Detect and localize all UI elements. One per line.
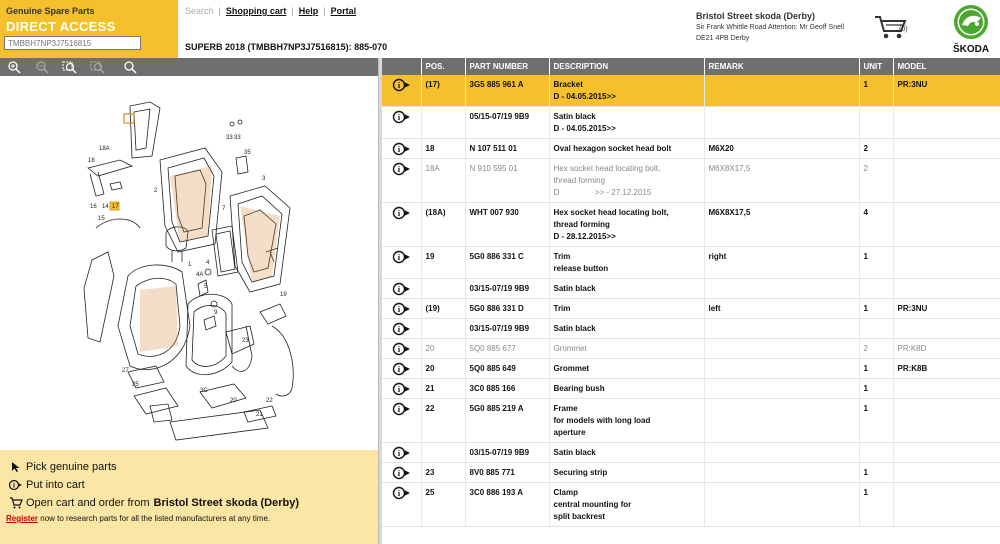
row-model	[893, 107, 1000, 139]
register-note: Register now to research parts for all the listed manufacturers at any time.	[6, 514, 271, 523]
row-info-cell[interactable]	[382, 299, 421, 319]
svg-text:18: 18	[88, 158, 95, 164]
info-cart-icon	[9, 479, 23, 491]
search-button[interactable]	[121, 59, 139, 75]
row-model	[893, 463, 1000, 483]
col-action	[382, 58, 421, 75]
col-description[interactable]: DESCRIPTION	[549, 58, 704, 75]
row-description	[549, 279, 704, 299]
nav-shopping-cart[interactable]: Shopping cart	[225, 6, 287, 16]
table-header-row	[382, 58, 1000, 75]
table-row[interactable]	[382, 379, 1000, 399]
info-add-to-cart-icon[interactable]	[392, 342, 412, 356]
row-description-line: for models with long load	[553, 416, 651, 425]
row-unit: 1	[859, 399, 893, 443]
legend-panel	[0, 450, 378, 544]
row-remark	[704, 359, 859, 379]
row-info-cell[interactable]	[382, 379, 421, 399]
row-part-number: 3G5 885 961 A	[465, 75, 549, 107]
cart-icon	[9, 497, 23, 509]
row-model	[893, 247, 1000, 279]
row-unit: 2	[859, 159, 893, 203]
row-unit: 2	[859, 139, 893, 159]
row-part-number: 05/15-07/19 9B9	[465, 107, 549, 139]
svg-text:i: i	[397, 325, 401, 334]
row-info-cell[interactable]	[382, 399, 421, 443]
row-description-line: Clamp	[553, 488, 578, 497]
row-model	[893, 379, 1000, 399]
svg-text:9: 9	[214, 310, 218, 316]
row-description-line: thread forming	[553, 176, 606, 185]
row-model: PR:3NU	[893, 299, 1000, 319]
row-description-line: split backrest	[553, 512, 606, 521]
info-add-to-cart-icon[interactable]	[392, 282, 412, 296]
zoom-in-button[interactable]	[5, 59, 23, 75]
search-icon	[123, 60, 137, 74]
row-description	[549, 463, 704, 483]
row-remark	[704, 107, 859, 139]
svg-text:i: i	[397, 405, 401, 414]
table-row[interactable]	[382, 139, 1000, 159]
brand-box	[0, 0, 178, 58]
seat-exploded-drawing	[0, 76, 378, 450]
row-description	[549, 399, 704, 443]
register-link[interactable]: Register	[6, 514, 39, 523]
row-description-line: thread forming	[553, 220, 610, 229]
row-remark	[704, 463, 859, 483]
row-info-cell[interactable]	[382, 279, 421, 299]
svg-text:i: i	[397, 449, 401, 458]
table-row[interactable]	[382, 483, 1000, 527]
info-add-to-cart-icon[interactable]	[392, 382, 412, 396]
row-unit: 1	[859, 483, 893, 527]
zoom-out-button[interactable]	[33, 59, 51, 75]
row-part-number: N 107 511 01	[465, 139, 549, 159]
row-model	[893, 203, 1000, 247]
row-part-number: 03/15-07/19 9B9	[465, 279, 549, 299]
row-description	[549, 359, 704, 379]
row-remark	[704, 319, 859, 339]
row-part-number: 5G0 886 331 D	[465, 299, 549, 319]
row-part-number: 5G0 885 219 A	[465, 399, 549, 443]
info-add-to-cart-icon[interactable]	[392, 206, 412, 220]
info-add-to-cart-icon[interactable]	[392, 162, 412, 176]
table-row[interactable]	[382, 107, 1000, 139]
parts-table	[382, 58, 1000, 527]
row-description	[549, 107, 704, 139]
row-part-number: N 910 595 01	[465, 159, 549, 203]
nav-portal[interactable]: Portal	[330, 6, 357, 16]
row-description	[549, 247, 704, 279]
row-pos: 21	[421, 379, 465, 399]
row-model: PR:K8D	[893, 339, 1000, 359]
row-remark: M6X20	[704, 139, 859, 159]
table-row[interactable]	[382, 319, 1000, 339]
row-remark	[704, 399, 859, 443]
row-unit: 1	[859, 299, 893, 319]
info-add-to-cart-icon[interactable]	[392, 362, 412, 376]
table-row[interactable]	[382, 339, 1000, 359]
svg-text:5: 5	[204, 284, 208, 290]
skoda-logo	[947, 2, 995, 56]
col-remark[interactable]: REMARK	[704, 58, 859, 75]
row-pos: (19)	[421, 299, 465, 319]
illustration-toolbar	[0, 58, 378, 76]
svg-text:33: 33	[234, 135, 241, 141]
table-row[interactable]	[382, 299, 1000, 319]
svg-text:25: 25	[132, 382, 139, 388]
row-info-cell[interactable]	[382, 483, 421, 527]
row-part-number: 5Q0 885 649	[465, 359, 549, 379]
row-description-line: D >> - 27.12.2015	[553, 188, 652, 197]
row-description	[549, 139, 704, 159]
zoom-out-icon	[35, 60, 49, 74]
svg-text:18A: 18A	[99, 146, 110, 152]
row-remark	[704, 379, 859, 399]
svg-text:3: 3	[262, 176, 266, 182]
row-remark: right	[704, 247, 859, 279]
brand-subtitle: Genuine Spare Parts	[6, 6, 95, 16]
row-info-cell[interactable]	[382, 359, 421, 379]
cart-count: (0)	[899, 26, 908, 33]
row-model	[893, 483, 1000, 527]
table-row[interactable]	[382, 247, 1000, 279]
svg-text:7: 7	[222, 206, 226, 212]
row-part-number: 5G0 886 331 C	[465, 247, 549, 279]
info-add-to-cart-icon[interactable]	[392, 466, 412, 480]
svg-text:27: 27	[122, 368, 129, 374]
nav-help[interactable]: Help	[298, 6, 319, 16]
nav-search[interactable]: Search	[185, 6, 214, 16]
svg-text:4: 4	[206, 260, 210, 266]
zoom-area-button[interactable]	[89, 59, 107, 75]
row-unit: 1	[859, 463, 893, 483]
svg-text:i: i	[397, 113, 401, 122]
row-part-number: 03/15-07/19 9B9	[465, 319, 549, 339]
row-pos: 18A	[421, 159, 465, 203]
legend-pick: Pick genuine parts	[6, 458, 372, 476]
row-part-number: 3C0 885 166	[465, 379, 549, 399]
row-part-number: 03/15-07/19 9B9	[465, 443, 549, 463]
row-unit: 1	[859, 359, 893, 379]
svg-text:16: 16	[90, 204, 97, 210]
row-description-line: D - 28.12.2015>>	[553, 232, 616, 241]
row-pos: 18	[421, 139, 465, 159]
row-pos	[421, 443, 465, 463]
row-description-line: D - 04.05.2015>>	[553, 92, 616, 101]
svg-text:i: i	[397, 345, 401, 354]
col-pos[interactable]: POS.	[421, 58, 465, 75]
table-row[interactable]	[382, 443, 1000, 463]
top-nav: Search | Shopping cart | Help | Portal	[185, 6, 357, 16]
row-info-cell[interactable]	[382, 203, 421, 247]
svg-text:4A: 4A	[196, 272, 204, 278]
table-row[interactable]	[382, 279, 1000, 299]
table-row[interactable]	[382, 203, 1000, 247]
row-description-line: Satin black	[553, 112, 596, 121]
row-unit	[859, 443, 893, 463]
svg-text:i: i	[397, 81, 401, 90]
svg-text:15: 15	[98, 216, 105, 222]
row-description-line: central mounting for	[553, 500, 632, 509]
row-description	[549, 159, 704, 203]
row-pos: 22	[421, 399, 465, 443]
svg-text:i: i	[397, 489, 401, 498]
col-part-number[interactable]: PART NUMBER	[465, 58, 549, 75]
table-row[interactable]	[382, 75, 1000, 107]
svg-text:i: i	[397, 285, 401, 294]
parts-list	[382, 58, 1000, 544]
svg-text:19: 19	[280, 292, 287, 298]
row-model	[893, 279, 1000, 299]
svg-text:21: 21	[256, 412, 263, 418]
row-description-line: D - 04.05.2015>>	[553, 124, 616, 133]
row-pos: 20	[421, 339, 465, 359]
info-add-to-cart-icon[interactable]	[392, 142, 412, 156]
svg-text:i: i	[397, 365, 401, 374]
info-add-to-cart-icon[interactable]	[392, 110, 412, 124]
row-description-line: release button	[553, 264, 609, 273]
zoom-fit-button[interactable]	[61, 59, 79, 75]
row-description-line: Satin black	[553, 448, 596, 457]
row-model	[893, 319, 1000, 339]
row-description	[549, 203, 704, 247]
zoom-fit-icon	[62, 60, 78, 74]
row-info-cell[interactable]	[382, 443, 421, 463]
svg-text:3C: 3C	[200, 388, 208, 394]
row-description-line: Bearing bush	[553, 384, 605, 393]
row-info-cell[interactable]	[382, 139, 421, 159]
svg-text:i: i	[397, 165, 401, 174]
row-pos	[421, 107, 465, 139]
col-model[interactable]: MODEL	[893, 58, 1000, 75]
row-description	[549, 75, 704, 107]
row-pos	[421, 279, 465, 299]
dealer-address-line-1: Sir Frank Whittle Road Attention: Mr Geoff Snell	[696, 24, 845, 31]
row-info-cell[interactable]	[382, 339, 421, 359]
row-unit	[859, 319, 893, 339]
row-info-cell[interactable]	[382, 107, 421, 139]
row-description	[549, 443, 704, 463]
row-part-number: WHT 007 930	[465, 203, 549, 247]
row-unit: 2	[859, 339, 893, 359]
vin-search-input[interactable]	[4, 36, 141, 50]
row-pos: 20	[421, 359, 465, 379]
illustration-panel	[0, 58, 378, 544]
row-unit	[859, 279, 893, 299]
info-add-to-cart-icon[interactable]	[392, 486, 412, 500]
svg-text:i: i	[397, 253, 401, 262]
svg-text:22: 22	[266, 398, 273, 404]
row-model: PR:3NU	[893, 75, 1000, 107]
row-remark	[704, 443, 859, 463]
row-unit: 1	[859, 75, 893, 107]
row-model	[893, 443, 1000, 463]
row-remark	[704, 279, 859, 299]
svg-text:2: 2	[154, 188, 158, 194]
table-row[interactable]	[382, 463, 1000, 483]
row-description-line: Grommet	[553, 344, 587, 353]
svg-text:i: i	[397, 145, 401, 154]
row-remark: M6X8X17,5	[704, 203, 859, 247]
row-info-cell[interactable]	[382, 247, 421, 279]
row-unit	[859, 107, 893, 139]
zoom-area-icon	[90, 60, 106, 74]
info-add-to-cart-icon[interactable]	[392, 250, 412, 264]
zoom-in-icon	[7, 60, 21, 74]
dealer-name: Bristol Street skoda (Derby)	[696, 11, 816, 21]
info-add-to-cart-icon[interactable]	[392, 402, 412, 416]
row-remark: M6X8X17,5	[704, 159, 859, 203]
row-remark: left	[704, 299, 859, 319]
row-part-number: 3C0 886 193 A	[465, 483, 549, 527]
row-part-number: 5Q0 885 677	[465, 339, 549, 359]
row-model	[893, 399, 1000, 443]
cursor-icon	[11, 461, 21, 473]
legend-dealer-name: Bristol Street skoda (Derby)	[153, 497, 299, 509]
row-remark	[704, 483, 859, 527]
info-add-to-cart-icon[interactable]	[392, 322, 412, 336]
svg-text:i: i	[397, 305, 401, 314]
row-model	[893, 139, 1000, 159]
table-row[interactable]	[382, 399, 1000, 443]
row-description	[549, 483, 704, 527]
row-info-cell[interactable]	[382, 463, 421, 483]
svg-text:20: 20	[230, 398, 237, 404]
row-description-line: Oval hexagon socket head bolt	[553, 144, 672, 153]
dealer-info	[696, 11, 866, 43]
row-description-line: aperture	[553, 428, 586, 437]
svg-text:i: i	[397, 385, 401, 394]
legend-put: i Put into cart	[6, 476, 372, 494]
info-add-to-cart-icon[interactable]	[392, 302, 412, 316]
svg-text:23: 23	[242, 338, 249, 344]
row-info-cell[interactable]	[382, 75, 421, 107]
brand-title: DIRECT ACCESS	[6, 19, 116, 34]
svg-text:14: 14	[102, 204, 109, 210]
model-title: SUPERB 2018 (TMBBH7NP3J7516815): 885-070	[185, 42, 388, 52]
row-pos: (18A)	[421, 203, 465, 247]
row-pos: 23	[421, 463, 465, 483]
row-unit: 4	[859, 203, 893, 247]
info-add-to-cart-icon[interactable]	[392, 446, 412, 460]
row-description-line: Hex socket head locating bolt,	[553, 164, 661, 173]
row-description	[549, 339, 704, 359]
row-description	[549, 319, 704, 339]
row-model	[893, 159, 1000, 203]
row-remark	[704, 75, 859, 107]
svg-text:35: 35	[244, 150, 251, 156]
row-remark	[704, 339, 859, 359]
header	[0, 0, 1000, 58]
row-description-line: Satin black	[553, 284, 596, 293]
svg-text:1: 1	[188, 262, 192, 268]
row-unit: 1	[859, 247, 893, 279]
row-pos: 19	[421, 247, 465, 279]
dealer-address-line-2: DE21 4PB Derby	[696, 35, 750, 42]
row-info-cell[interactable]	[382, 319, 421, 339]
svg-text:17: 17	[112, 204, 119, 210]
row-description-line: Trim	[553, 304, 571, 313]
row-description-line: Frame	[553, 404, 578, 413]
col-unit[interactable]: UNIT	[859, 58, 893, 75]
row-pos: 25	[421, 483, 465, 527]
info-add-to-cart-icon[interactable]	[392, 78, 412, 92]
row-description-line: Bracket	[553, 80, 583, 89]
table-row[interactable]	[382, 159, 1000, 203]
row-description-line: Securing strip	[553, 468, 608, 477]
row-description-line: Hex socket head locating bolt,	[553, 208, 669, 217]
row-model: PR:K8B	[893, 359, 1000, 379]
svg-text:i: i	[397, 209, 401, 218]
svg-text:ŠKODA: ŠKODA	[952, 44, 990, 55]
row-part-number: 8V0 885 771	[465, 463, 549, 483]
row-info-cell[interactable]	[382, 159, 421, 203]
row-pos	[421, 319, 465, 339]
row-description-line: Trim	[553, 252, 571, 261]
row-description	[549, 379, 704, 399]
svg-text:i: i	[13, 481, 15, 490]
row-description	[549, 299, 704, 319]
row-unit: 1	[859, 379, 893, 399]
row-description-line: Grommet	[553, 364, 590, 373]
row-pos: (17)	[421, 75, 465, 107]
table-row[interactable]	[382, 359, 1000, 379]
legend-open-cart: Open cart and order from Bristol Street skoda (Derby)	[6, 494, 372, 512]
svg-text:33: 33	[226, 135, 233, 141]
exploded-parts-diagram[interactable]	[0, 76, 378, 450]
svg-text:i: i	[397, 469, 401, 478]
row-description-line: Satin black	[553, 324, 596, 333]
